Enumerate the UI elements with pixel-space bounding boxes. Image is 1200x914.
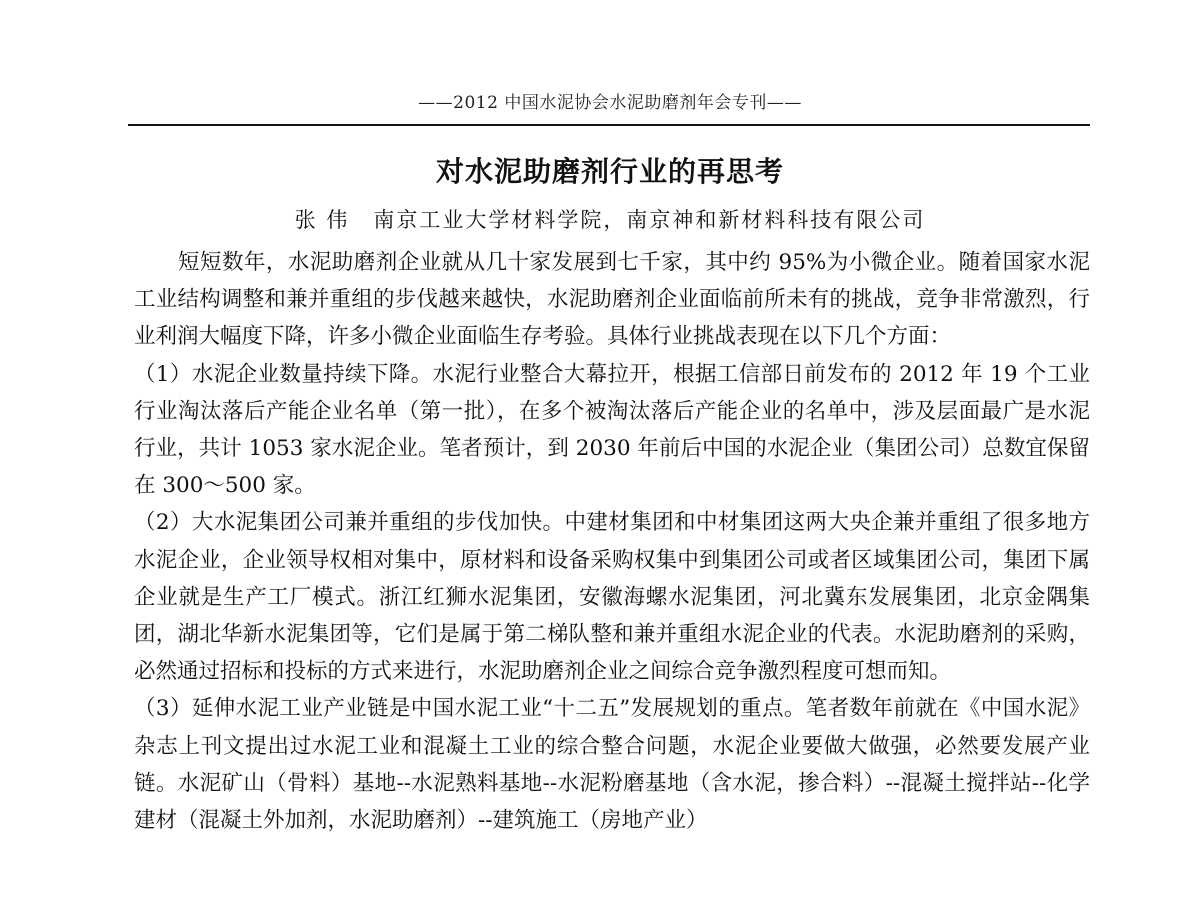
article-body [134,244,1090,839]
paragraph-point-3: （3）延伸水泥工业产业链是中国水泥工业“十二五”发展规划的重点。笔者数年前就在《中国水泥》杂志上刊文提出过水泥工业和混凝土工业的综合整合问题，水泥企业要做大做强，必然要发展产业链。水泥矿山（骨料）基地--水泥熟料基地--水泥粉磨基地（含水泥，掺合料）--混凝土搅拌站--化学建材（混凝土外加剂，水泥助磨剂）--建筑施工（房地产业） [134,696,1090,834]
paragraph-point-1: （1）水泥企业数量持续下降。水泥行业整合大幕拉开，根据工信部日前发布的 2012 年 19 个工业行业淘汰落后产能企业名单（第一批），在多个被淘汰落后产能企业的名单中，涉及层面最广是水泥行业，共计 1053 家水泥企业。笔者预计，到 2030 年前后中国的水泥企业（集团公司）总数宜保留在 300～500 家。 [134,361,1090,499]
author-affiliation: 南京工业大学材料学院，南京神和新材料科技有限公司 [373,208,926,232]
article-title: 对水泥助磨剂行业的再思考 [435,155,784,188]
author-line [130,204,1090,234]
running-header: ——2012 中国水泥协会水泥助磨剂年会专刊—— [418,93,802,113]
paragraph-point-2: （2）大水泥集团公司兼并重组的步伐加快。中建材集团和中材集团这两大央企兼并重组了很多地方水泥企业，企业领导权相对集中，原材料和设备采购权集中到集团公司或者区域集团公司，集团下属企业就是生产工厂模式。浙江红狮水泥集团，安徽海螺水泥集团，河北冀东发展集团，北京金隅集团，湖北华新水泥集团等，它们是属于第二梯队整和兼并重组水泥企业的代表。水泥助磨剂的采购，必然通过招标和投标的方式来进行，水泥助磨剂企业之间综合竞争激烈程度可想而知。 [134,510,1090,685]
author-name: 张 伟 [294,208,350,232]
header-rule [128,124,1090,126]
paragraph-intro: 短短数年，水泥助磨剂企业就从几十家发展到七千家，其中约 95%为小微企业。随着国家水泥工业结构调整和兼并重组的步伐越来越快，水泥助磨剂企业面临前所未有的挑战，竞争非常激烈，行业利润大幅度下降，许多小微企业面临生存考验。具体行业挑战表现在以下几个方面： [134,250,1090,350]
